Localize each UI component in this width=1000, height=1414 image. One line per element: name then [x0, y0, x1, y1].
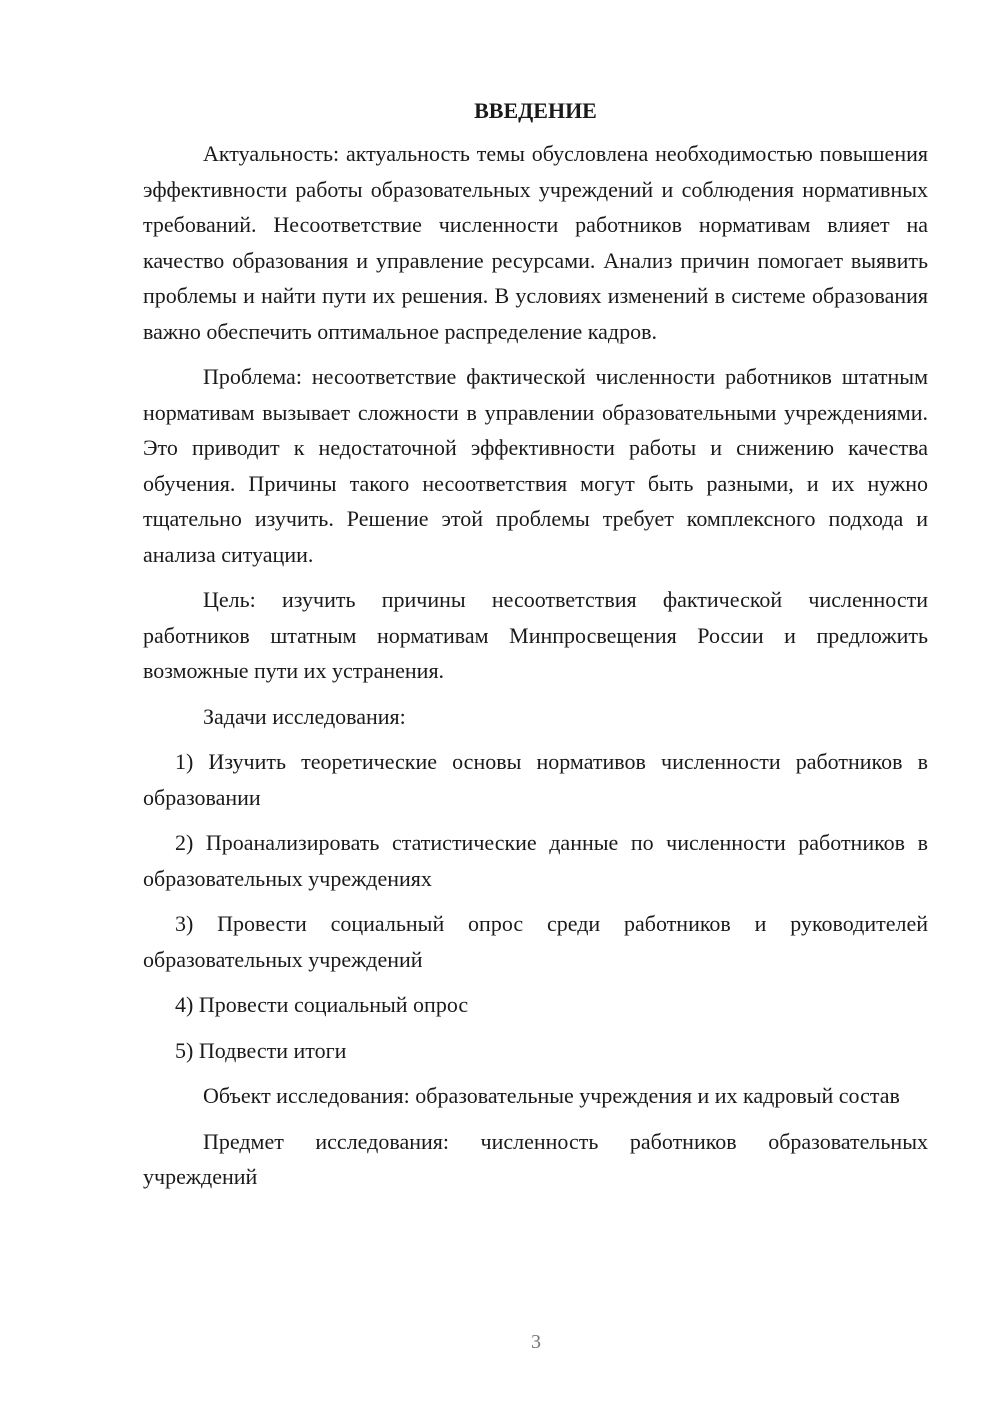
task-item-4: 4) Провести социальный опрос [175, 992, 469, 1017]
tasks-heading: Задачи исследования: [203, 703, 406, 729]
goal-paragraph: Цель: изучить причины несоответствия фактической численности работников штатным нормативам Минпросвещения России и предложить возможные пути их устранения. [143, 587, 928, 683]
task-item-5: 5) Подвести итоги [175, 1037, 347, 1063]
task-item-2: 2) Проанализировать статистические данные по численности работников в образовательных учреждениях [143, 830, 928, 891]
problem-paragraph: Проблема: несоответствие фактической численности работников штатным нормативам вызывает сложности в управлении образовательными учреждениями. Это приводит к недостаточной эффективности работы и снижению качества обучения. Причины такого несоответствия могут быть разными, и их нужно тщательно изучить. Решение этой проблемы требует комплексного подхода и анализа ситуации. [143, 364, 928, 567]
section-heading: ВВЕДЕНИЕ [474, 98, 597, 123]
task-item-1: 1) Изучить теоретические основы нормативов численности работников в образовании [143, 749, 928, 810]
relevance-paragraph: Актуальность: актуальность темы обусловлена необходимостью повышения эффективности работы образовательных учреждений и соблюдения нормативных требований. Несоответствие численности работников нормативам влияет на качество образования и управление ресурсами. Анализ причин помогает выявить проблемы и найти пути их решения. В условиях изменений в системе образования важно обеспечить оптимальное распределение кадров. [143, 141, 928, 344]
object-paragraph: Объект исследования: образовательные учреждения и их кадровый состав [203, 1083, 900, 1108]
task-item-3: 3) Провести социальный опрос среди работников и руководителей образовательных учреждений [143, 911, 928, 972]
subject-paragraph: Предмет исследования: численность работников образовательных учреждений [143, 1128, 928, 1189]
page-content [143, 96, 928, 1205]
page-number: 3 [531, 1331, 541, 1353]
